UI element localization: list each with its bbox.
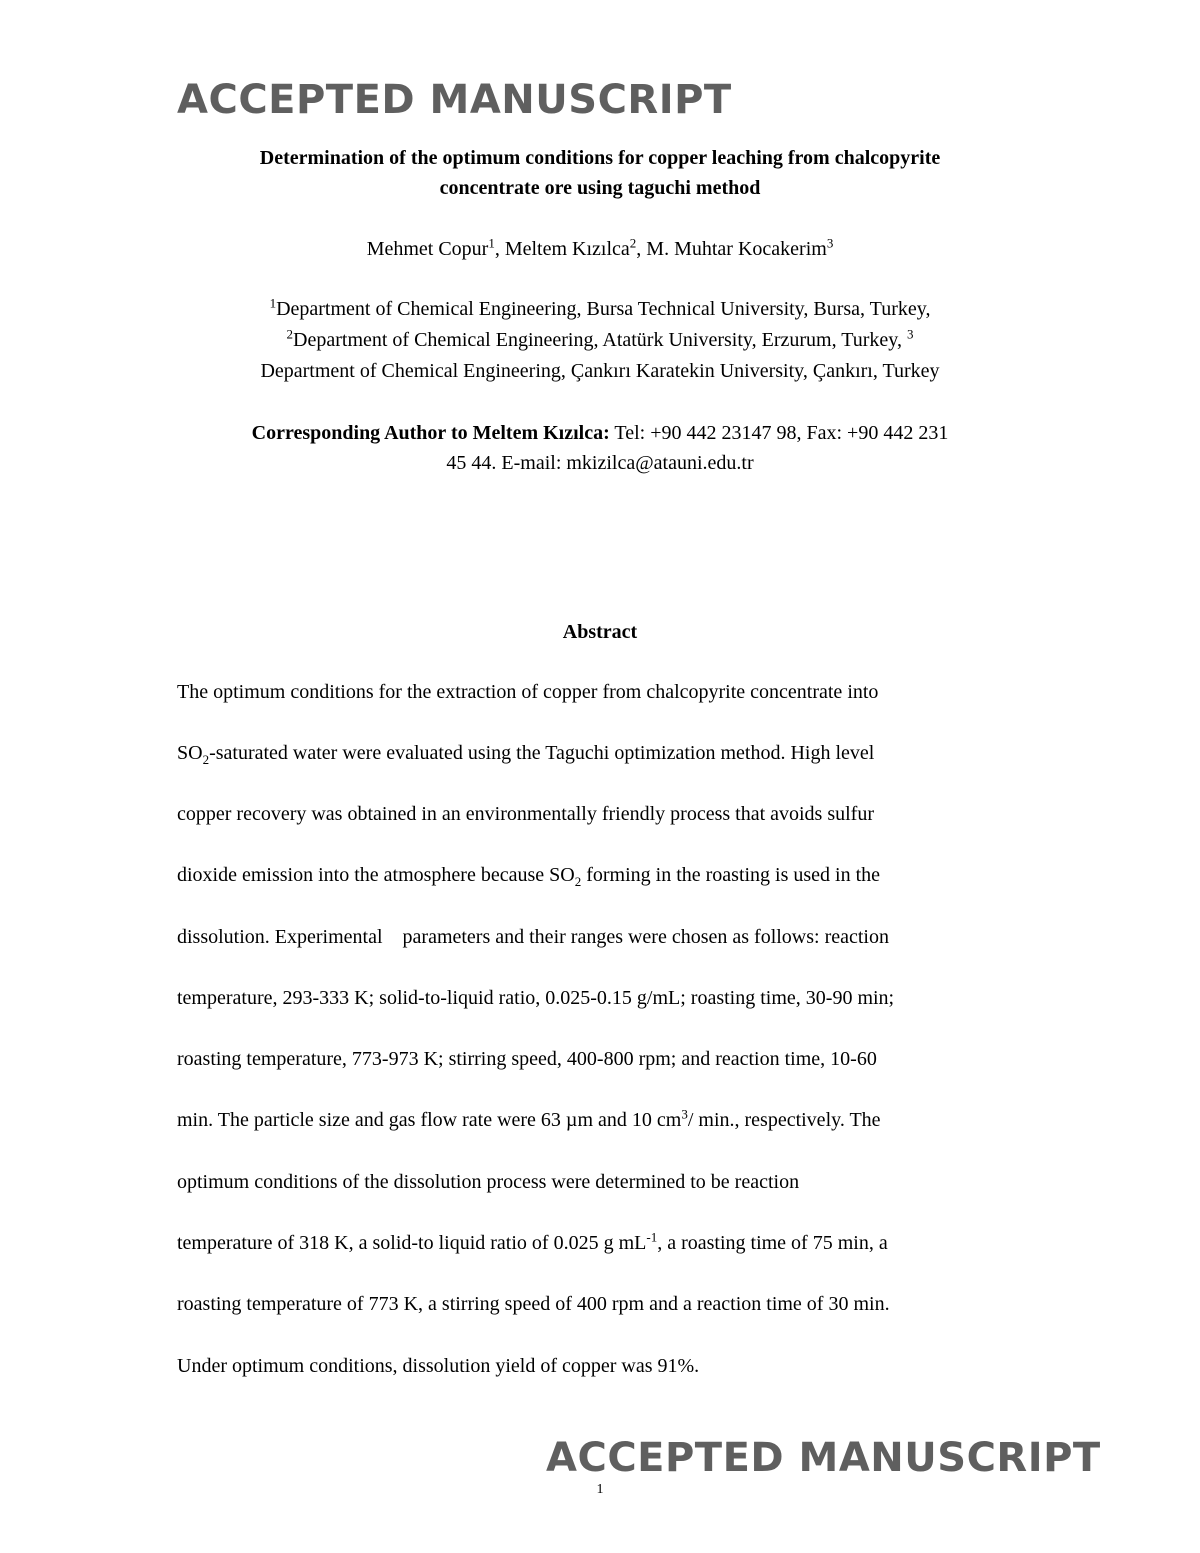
- abstract-text: dioxide emission into the atmosphere because SO: [177, 864, 575, 886]
- abstract-line: [177, 738, 874, 768]
- author-name: M. Muhtar Kocakerim: [646, 238, 827, 260]
- author-affiliation-marker: 2: [629, 235, 637, 251]
- abstract-text: min. The particle size and gas flow rate were 63 µm and 10 cm: [177, 1109, 682, 1131]
- abstract-text: -saturated water were evaluated using the Taguchi optimization method. High level: [209, 742, 875, 764]
- affiliation-line-2: [150, 325, 1050, 356]
- affiliation-marker: 1: [269, 295, 277, 311]
- affiliation-line-1: [150, 294, 1050, 325]
- watermark-bottom: ACCEPTED MANUSCRIPT: [546, 1435, 1101, 1481]
- abstract-line: roasting temperature, 773-973 K; stirring speed, 400-800 rpm; and reaction time, 10-60: [177, 1048, 877, 1070]
- abstract-line: dissolution. Experimental parameters and their ranges were chosen as follows: reaction: [177, 926, 889, 948]
- abstract-line: roasting temperature of 773 K, a stirring speed of 400 rpm and a reaction time of 30 min.: [177, 1293, 890, 1315]
- abstract-line: temperature, 293-333 K; solid-to-liquid ratio, 0.025-0.15 g/mL; roasting time, 30-90 min;: [177, 987, 895, 1009]
- abstract-superscript: 3: [681, 1106, 688, 1122]
- paper-title: [150, 143, 1050, 203]
- abstract-heading: Abstract: [562, 621, 638, 643]
- corresponding-contact: Tel: +90 442 23147 98, Fax: +90 442 231: [609, 422, 949, 444]
- corresponding-line-2: 45 44. E-mail: mkizilca@atauni.edu.tr: [446, 452, 754, 474]
- author-list: [150, 234, 1050, 264]
- affiliation-marker: 2: [286, 326, 294, 342]
- author-affiliation-marker: 3: [826, 235, 834, 251]
- abstract-line: [177, 1105, 881, 1135]
- author-separator: ,: [494, 238, 505, 260]
- abstract-line: [177, 860, 880, 890]
- paper-title-line-2: concentrate ore using taguchi method: [439, 177, 761, 199]
- abstract-text: temperature of 318 K, a solid-to liquid ratio of 0.025 g mL: [177, 1232, 647, 1254]
- affiliation-text: Department of Chemical Engineering, Atatürk University, Erzurum, Turkey,: [293, 329, 907, 351]
- page-number: 1: [596, 1482, 604, 1497]
- affiliation-text: Department of Chemical Engineering, Bursa Technical University, Bursa, Turkey,: [276, 298, 931, 320]
- abstract-text: SO: [177, 742, 203, 764]
- author-affiliation-marker: 1: [488, 235, 495, 251]
- affiliation-block: [150, 294, 1050, 387]
- corresponding-label: Corresponding Author to Meltem Kızılca:: [251, 422, 610, 444]
- abstract-text: / min., respectively. The: [687, 1109, 881, 1131]
- abstract-line: copper recovery was obtained in an environmentally friendly process that avoids sulfur: [177, 803, 875, 825]
- abstract-subscript: 2: [574, 874, 582, 889]
- corresponding-author: [150, 418, 1050, 478]
- abstract-text: , a roasting time of 75 min, a: [657, 1232, 888, 1254]
- affiliation-line-3: Department of Chemical Engineering, Çankırı Karatekin University, Çankırı, Turkey: [260, 360, 940, 382]
- author-name: Meltem Kızılca: [504, 238, 630, 260]
- abstract-line: The optimum conditions for the extraction of copper from chalcopyrite concentrate into: [177, 681, 879, 703]
- abstract-line: [177, 1228, 888, 1258]
- watermark-top: ACCEPTED MANUSCRIPT: [177, 77, 732, 123]
- abstract-line: optimum conditions of the dissolution process were determined to be reaction: [177, 1171, 800, 1193]
- abstract-superscript: -1: [646, 1229, 658, 1245]
- author-separator: ,: [636, 238, 647, 260]
- affiliation-marker: 3: [906, 326, 914, 342]
- author-name: Mehmet Copur: [366, 238, 489, 260]
- abstract-text: forming in the roasting is used in the: [581, 864, 881, 886]
- corresponding-line-1: [150, 418, 1050, 448]
- abstract-subscript: 2: [202, 752, 210, 767]
- paper-title-line-1: Determination of the optimum conditions for copper leaching from chalcopyrite: [259, 147, 941, 169]
- abstract-line: Under optimum conditions, dissolution yield of copper was 91%.: [177, 1355, 700, 1377]
